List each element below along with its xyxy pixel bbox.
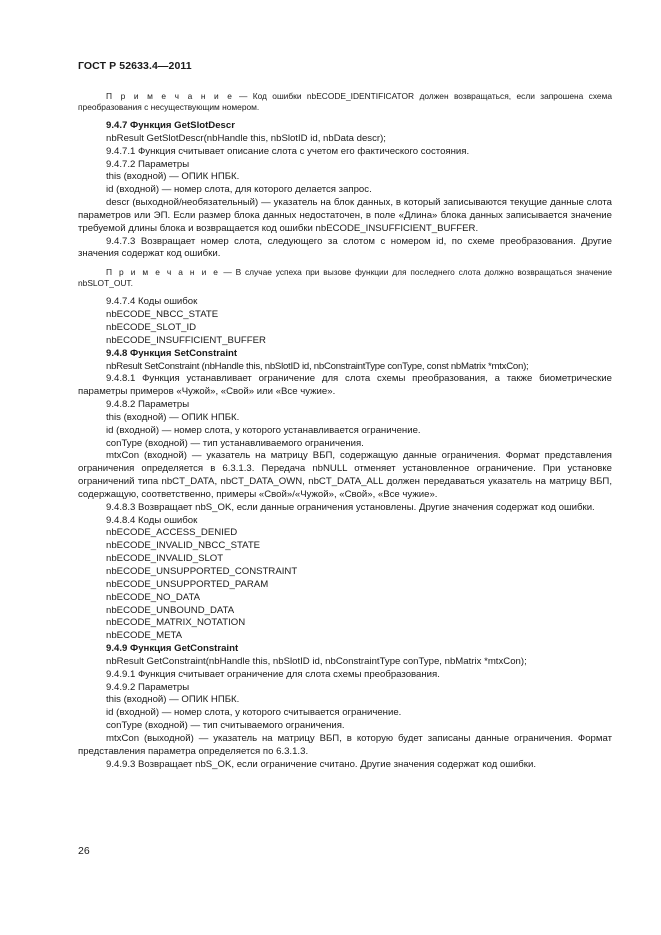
paragraph: 9.4.7.4 Коды ошибок [106,296,198,308]
param-item: descr (выходной/необязательный) — указатель на блок данных, в который записываются текущие данные слота параметров или ЭП. Если размер блока данных недостаточен, в поле «Длина» блока данных записывается значение требуемой длины блока и возвращается код ошибки nbECODE_INSUFFICIENT_BUFFER. [78,197,612,234]
section-heading: 9.4.8 Функция SetConstraint [106,347,238,359]
error-code: nbECODE_SLOT_ID [106,321,197,333]
section-heading: 9.4.9 Функция GetConstraint [106,643,239,655]
paragraph: 9.4.8.4 Коды ошибок [106,514,198,526]
error-code: nbECODE_INSUFFICIENT_BUFFER [106,334,266,346]
paragraph: 9.4.9.2 Параметры [106,681,190,693]
param-item: this (входной) — ОПИК НПБК. [106,694,240,706]
function-signature: nbResult GetConstraint(nbHandle this, nbSlotID id, nbConstraintType conType, nbMatrix *mtxCon); [106,655,527,667]
error-code: nbECODE_MATRIX_NOTATION [106,617,246,629]
error-code: nbECODE_UNBOUND_DATA [106,604,235,616]
paragraph: 9.4.9.1 Функция считывает ограничение для слота схемы преобразования. [106,668,440,680]
error-code: nbECODE_META [106,630,183,642]
note-text: — Код ошибки nbECODE_IDENTIFICATOR должен возвращаться, если запрошена схема преобразования с несуществующим номером. [78,91,612,112]
param-item: id (входной) — номер слота, у которого устанавливается ограничение. [106,424,421,436]
document-header: ГОСТ Р 52633.4—2011 [78,60,192,72]
paragraph: 9.4.8.1 Функция устанавливает ограничение для слота схемы преобразования, а также биометрические параметры примеров «Чужой», «Свой» или «Все чужие». [78,373,612,398]
error-code: nbECODE_ACCESS_DENIED [106,527,238,539]
note-paragraph [78,267,612,289]
note-label: П р и м е ч а н и е [106,267,220,278]
param-item: id (входной) — номер слота, у которого считывается ограничение. [106,707,402,719]
error-code: nbECODE_NO_DATA [106,591,201,603]
note-label: П р и м е ч а н и е [106,91,234,101]
param-item: conType (входной) — тип считываемого ограничения. [106,720,345,732]
param-item: this (входной) — ОПИК НПБК. [106,171,240,183]
error-code: nbECODE_UNSUPPORTED_CONSTRAINT [106,566,298,577]
paragraph: 9.4.7.2 Параметры [106,158,190,170]
note-text: — В случае успеха при вызове функции для последнего слота должно возвращаться значение nbSLOT_OUT. [78,267,612,289]
section-heading: 9.4.7 Функция GetSlotDescr [106,120,235,131]
error-code: nbECODE_NBCC_STATE [106,309,219,321]
function-signature: nbResult GetSlotDescr(nbHandle this, nbSlotID id, nbData descr); [106,132,386,144]
note-paragraph [78,91,612,113]
param-item: mtxCon (выходной) — указатель на матрицу ВБП, в которую будет записаны данные ограничения. Формат представления параметра определяется по 6.3.1.3. [78,732,612,757]
param-item: conType (входной) — тип устанавливаемого ограничения. [106,437,364,449]
param-item: id (входной) — номер слота, для которого делается запрос. [106,184,372,196]
error-code: nbECODE_UNSUPPORTED_PARAM [106,578,269,590]
page-number: 26 [78,845,90,857]
paragraph: 9.4.7.1 Функция считывает описание слота с учетом его фактического состояния. [106,145,470,157]
error-code: nbECODE_INVALID_NBCC_STATE [106,540,261,552]
paragraph: 9.4.8.3 Возвращает nbS_OK, если данные ограничения установлены. Другие значения содержат код ошибки. [106,501,595,513]
document-body [78,87,612,772]
function-signature: nbResult SetConstraint (nbHandle this, nbSlotID id, nbConstraintType conType, const nbMatrix *mtxCon); [106,360,529,372]
paragraph: 9.4.7.3 Возвращает номер слота, следующего за слотом с номером id, по схеме преобразования. Другие значения содержат код ошибки. [78,235,612,260]
paragraph: 9.4.9.3 Возвращает nbS_OK, если ограничение считано. Другие значения содержат код ошибки. [106,758,536,770]
error-code: nbECODE_INVALID_SLOT [106,553,224,565]
param-item: this (входной) — ОПИК НПБК. [106,411,240,423]
param-item: mtxCon (входной) — указатель на матрицу ВБП, содержащую данные ограничения. Формат представления ограничения определяется в 6.3.1.3. Передача nbNULL отменяет установленное ограничение. При установке ограничений типа nbCT_DATA, nbCT_DATA_OWN, nbCT_DATA_ALL должен передаваться указатель на матрицу ВБП, содержащую, соответственно, примеры «Свой»/«Чужой», «Свой», «Все чужие». [78,450,612,500]
paragraph: 9.4.8.2 Параметры [106,399,190,411]
